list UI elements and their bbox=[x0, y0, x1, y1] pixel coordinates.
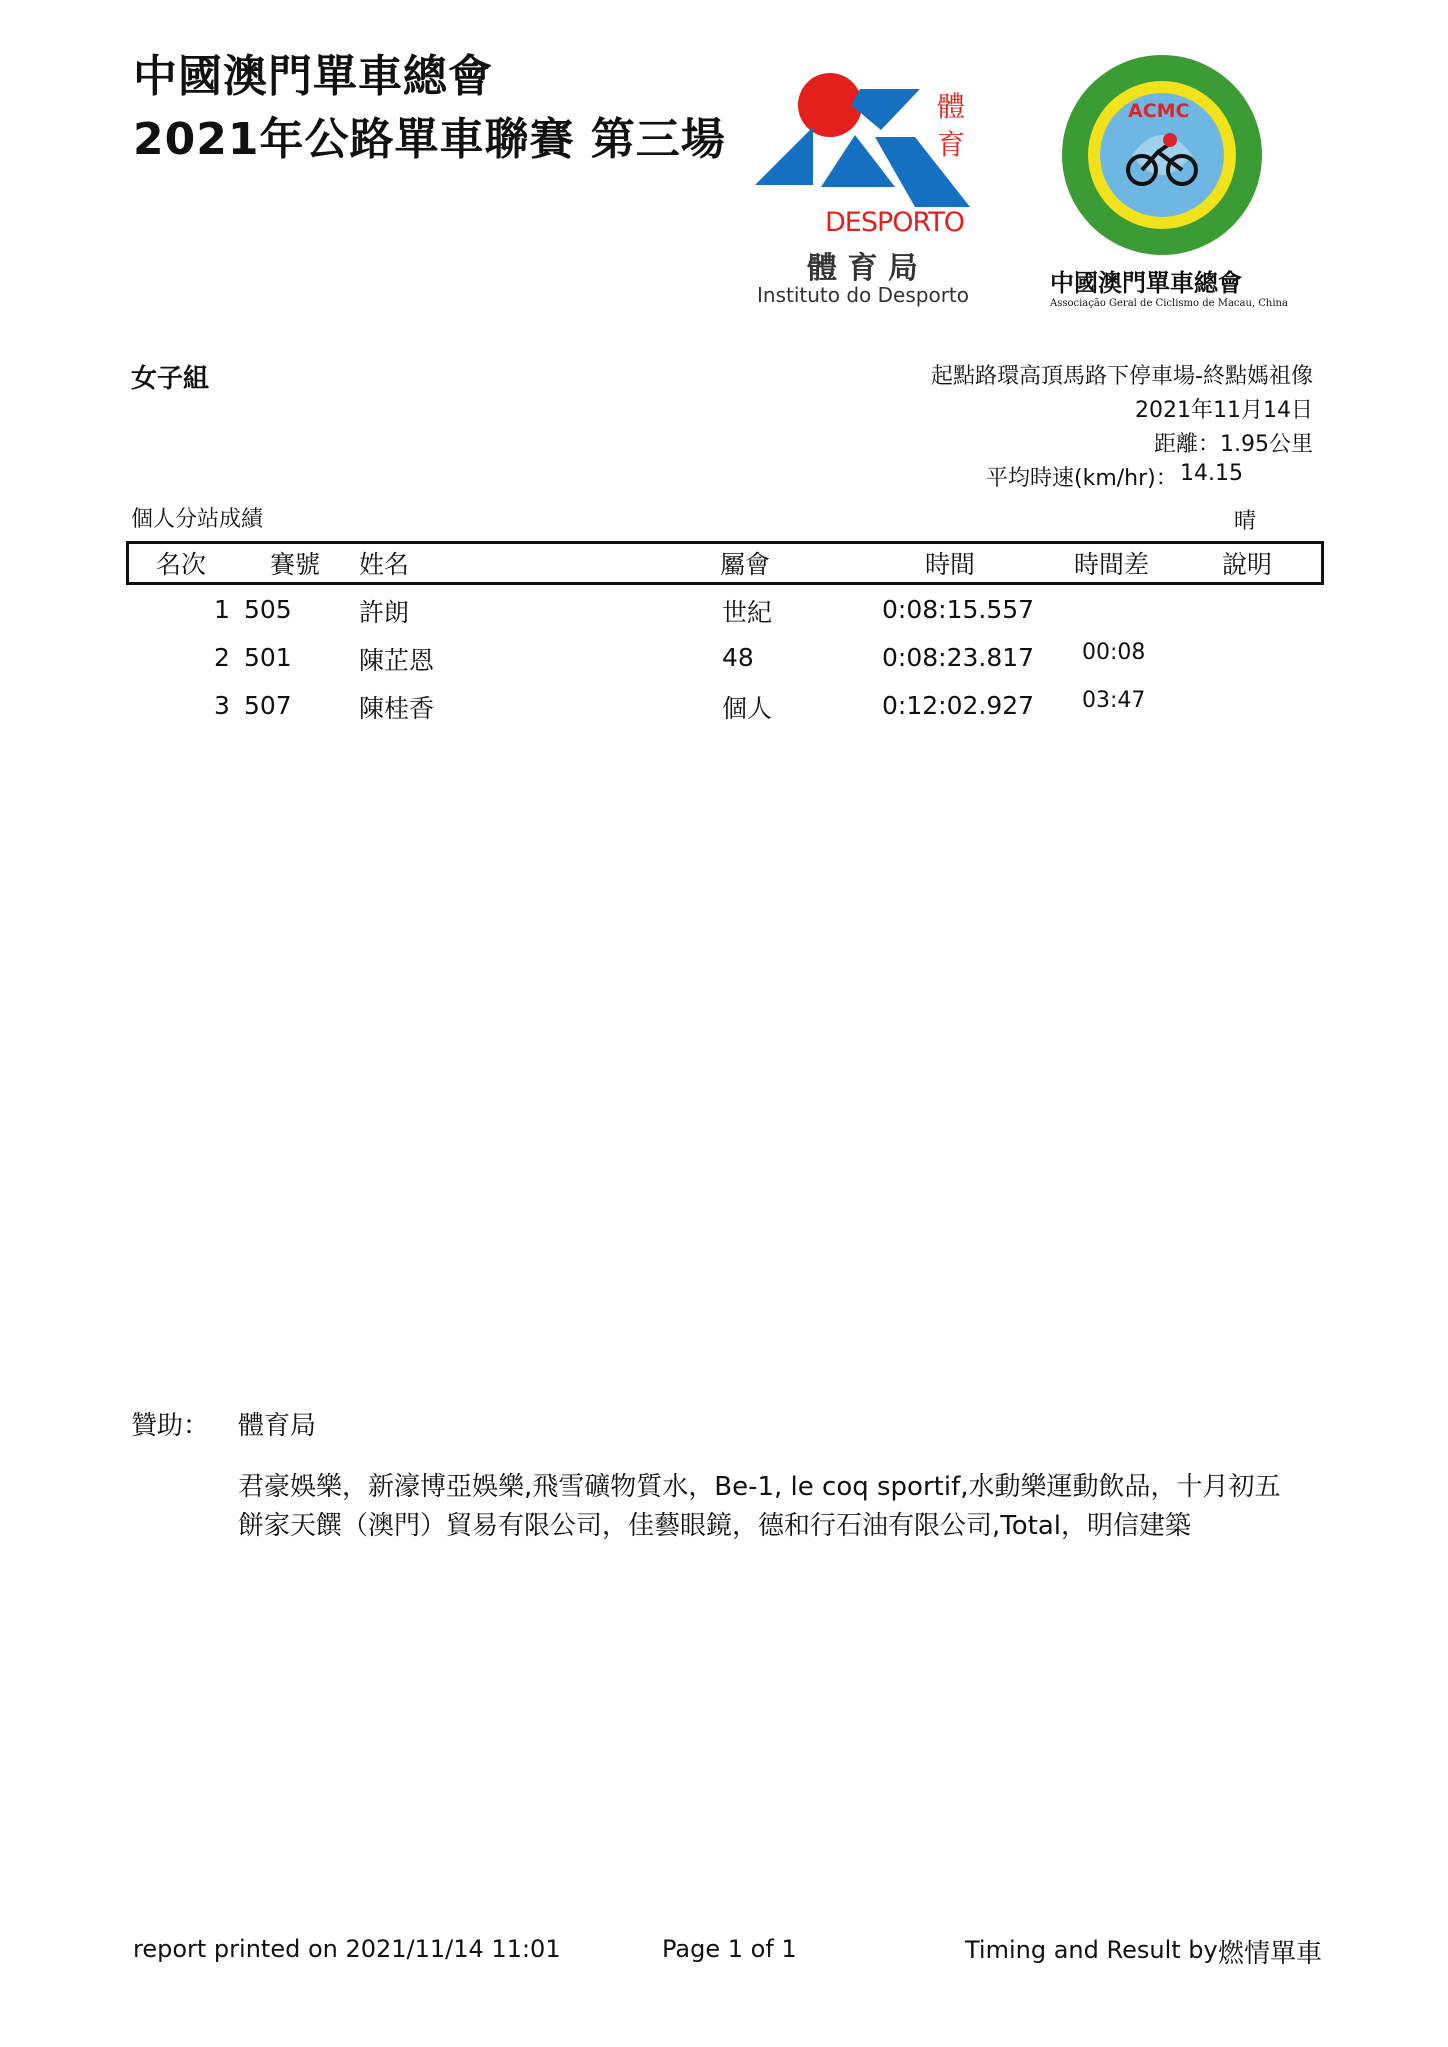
desporto-side-char-1: 體 bbox=[937, 90, 966, 123]
sponsor-line-1: 君豪娛樂，新濠博亞娛樂,飛雪礦物質水，Be-1, le coq sportif,水動樂運動飲品，十月初五 bbox=[238, 1472, 1281, 1502]
desporto-logo bbox=[755, 55, 1000, 315]
route: 起點路環高頂馬路下停車場-終點媽祖像 bbox=[931, 364, 1313, 389]
avg-speed-label: 平均時速(km/hr)： bbox=[986, 466, 1178, 491]
row-bib: 507 bbox=[244, 691, 292, 720]
race-date: 2021年11月14日 bbox=[1135, 398, 1313, 423]
acmc-logo bbox=[1040, 50, 1288, 320]
avg-speed-value: 14.15 bbox=[1180, 461, 1243, 486]
timing-by: 燃情單車 bbox=[1218, 1939, 1323, 1969]
header-time: 時間 bbox=[925, 550, 976, 579]
row-rank: 1 bbox=[214, 595, 230, 624]
desporto-brand: DESPORTO bbox=[825, 207, 965, 238]
row-club: 世紀 bbox=[722, 598, 773, 627]
row-club: 48 bbox=[722, 643, 754, 672]
printed-on: report printed on 2021/11/14 11:01 bbox=[133, 1935, 561, 1963]
sponsor-label: 贊助： bbox=[131, 1411, 210, 1441]
row-bib: 505 bbox=[244, 595, 292, 624]
desporto-chinese: 體 育 局 bbox=[807, 251, 918, 286]
row-name: 許朗 bbox=[359, 598, 410, 627]
row-time: 0:12:02.927 bbox=[882, 691, 1035, 720]
row-time: 0:08:23.817 bbox=[882, 643, 1035, 672]
row-name: 陳桂香 bbox=[359, 694, 435, 723]
sponsor-main: 體育局 bbox=[238, 1411, 317, 1441]
acmc-chinese: 中國澳門單車總會 bbox=[1050, 268, 1242, 297]
page-number: Page 1 of 1 bbox=[662, 1935, 797, 1963]
desporto-side-char-2: 育 bbox=[937, 128, 966, 161]
header-note: 說明 bbox=[1222, 550, 1273, 579]
category-label: 女子組 bbox=[131, 364, 210, 394]
timing-label: Timing and Result by bbox=[965, 1936, 1218, 1964]
row-rank: 3 bbox=[214, 691, 230, 720]
row-gap: 03:47 bbox=[1082, 688, 1146, 713]
row-rank: 2 bbox=[214, 643, 230, 672]
acmc-emblem-icon bbox=[1040, 50, 1285, 270]
header-club: 屬會 bbox=[720, 550, 771, 579]
acmc-portuguese: Associação Geral de Ciclismo de Macau, China bbox=[1050, 298, 1288, 309]
weather: 晴 bbox=[1234, 509, 1257, 534]
title-line-1: 中國澳門單車總會 bbox=[133, 51, 493, 102]
sponsor-line-2: 餅家天饌（澳門）貿易有限公司，佳藝眼鏡，德和行石油有限公司,Total，明信建築 bbox=[238, 1511, 1191, 1541]
row-club: 個人 bbox=[722, 694, 773, 723]
header-rank: 名次 bbox=[156, 550, 207, 579]
header-name: 姓名 bbox=[359, 550, 410, 579]
section-label: 個人分站成績 bbox=[131, 507, 264, 532]
desporto-english: Instituto do Desporto bbox=[757, 283, 969, 307]
row-time: 0:08:15.557 bbox=[882, 595, 1035, 624]
distance: 距離：1.95公里 bbox=[1154, 432, 1313, 457]
row-bib: 501 bbox=[244, 643, 292, 672]
row-name: 陳芷恩 bbox=[359, 646, 435, 675]
header-gap: 時間差 bbox=[1074, 550, 1150, 579]
header-bib: 賽號 bbox=[270, 550, 321, 579]
title-line-2: 2021年公路單車聯賽 第三場 bbox=[133, 114, 726, 165]
acmc-acronym: ACMC bbox=[1128, 100, 1190, 122]
row-gap: 00:08 bbox=[1082, 640, 1146, 665]
